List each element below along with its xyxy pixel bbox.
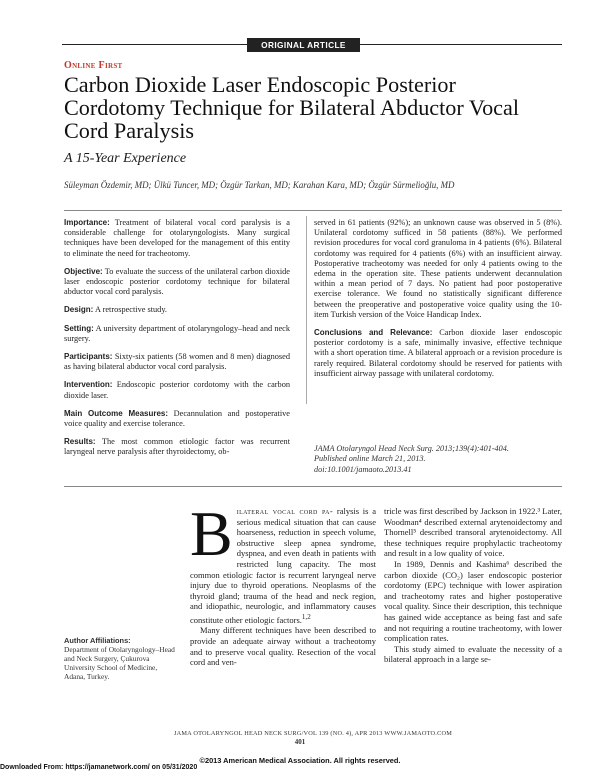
citation-published: Published online March 21, 2013. [314,454,426,464]
article-type-badge: ORIGINAL ARTICLE [247,38,360,52]
abstract-intervention: Intervention: Endoscopic posterior cordotomy with the carbon dioxide laser. [64,380,290,400]
citation-journal: JAMA Otolaryngol Head Neck Surg. 2013;139(4):401-404. [314,444,509,453]
body-paragraph: This study aimed to evaluate the necessity of a bilateral approach in a large se- [384,643,562,665]
abstract-setting: Setting: A university department of otolaryngology–head and neck surgery. [64,323,291,343]
online-first-label: Online First [64,60,123,71]
body-paragraph: Many different techniques have been described to provide an adequate airway without a tracheotomy and to preserve vocal quality. Resection of the vocal cord and ven- [190,625,376,668]
abstract-importance: Importance: Treatment of bilateral vocal cord paralysis is a considerable challenge for otolaryngologists. Many surgical techniques have been developed for the management of this entity to eliminate the need for tracheotomy. [64,218,290,258]
abstract-design: Design: A retrospective study. [64,305,168,315]
copyright-notice: ©2013 American Medical Association. All rights reserved. [199,756,401,765]
citation-superscript: 1,2 [301,612,311,621]
abstract-conclusions: Conclusions and Relevance: Carbon dioxide laser endoscopic posterior cordotomy is a safe, minimally invasive, effective technique with a short operation time. A bilateral approach or a revision procedure is rarely required. Bilateral cordotomy should be reserved for patients with insufficient airway passage with unilateral cordotomy. [314,328,563,378]
download-stamp: Downloaded From: https://jamanetwork.com/ on 05/31/2020 [0,764,198,771]
abstract-results-continued: served in 61 patients (92%); an unknown cause was observed in 5 (8%). Unilateral cordotomy sufficed in 58 patients (88%). We performed revision procedures for vocal cord granuloma in 4 patients (6%). Bilateral cordotomy was required for 4 patients (6%) with an insufficient airway. Postoperative tracheotomy was needed for only 4 patients owing to the edema in the operation site. These patients underwent decannulation within a mean period of 7 days. No patient had poor postoperative exercise tolerance. We found no statistically significant difference between the preoperative and postoperative voice quality using the 10-item Turkish version of the Voice Handicap Index. [314,218,562,319]
page-number: 401 [294,738,306,746]
abstract-top-rule [64,210,562,211]
citation-doi[interactable]: doi:10.1001/jamaoto.2013.41 [314,464,412,474]
body-column-2 [384,506,562,665]
abstract-participants: Participants: Sixty-six patients (58 women and 8 men) diagnosed as having bilateral abductor vocal cord paralysis. [64,352,290,372]
author-affiliations [64,636,176,681]
citation-block [314,444,562,475]
abstract-objective: Objective: To evaluate the success of the unilateral carbon dioxide laser endoscopic posterior cordotomy technique for bilateral abductor vocal cord paralysis. [64,266,290,297]
body-paragraph: tricle was first described by Jackson in 1922.³ Later, Woodman⁴ described external arytenoidectomy and Thornell⁵ described transoral arytenoidectomy. All these techniques require prophylactic tracheotomy and result in a low quality of voice. [384,506,562,559]
article-subtitle: A 15-Year Experience [64,151,187,166]
affiliations-heading: Author Affiliations: [64,636,131,645]
abstract-results: Results: The most common etiologic factor was recurrent laryngeal nerve paralysis after thyroidectomy, ob- [64,437,290,457]
abstract-measures: Main Outcome Measures: Decannulation and postoperative voice quality and exercise tolerance. [64,408,290,429]
abstract-right-column [314,218,562,387]
body-paragraph: In 1989, Dennis and Kashima⁶ described the carbon dioxide (CO₂) laser endoscopic posterior cordotomy (EPC) technique with lower aspiration and tracheotomy rates and higher postoperative vocal quality. Since their description, this technique has gained wide acceptance as being fast and safe and not requiring a routine tracheotomy, with lower complication rates. [384,558,562,644]
body-intro-paragraph: ilateral vocal cord pa- ralysis is a serious medical situation that can cause hoarseness, reduction in speech volume, obstructive sleep apnea syndrome, dyspnea, and even death in patients with restricted lung capacity. The most common etiologic factor is recurrent laryngeal nerve injury due to thyroid operations. Neoplasms of the thyroid gland; trauma of the head and neck region, and idiopathic, neurologic, and inflammatory causes constitute other etiologic factors.$^{1,2}$ [190,506,376,625]
article-title: Carbon Dioxide Laser Endoscopic Posterior Cordotomy Technique for Bilateral Abductor Vocal Cord Paralysis [64,72,520,143]
body-column-1 [190,498,376,668]
abstract-bottom-rule [64,486,562,487]
abstract-left-column [64,218,290,466]
abstract-column-divider [306,216,307,404]
running-footer: JAMA OTOLARYNGOL HEAD NECK SURG/VOL 139 (NO. 4), APR 2013 WWW.JAMAOTO.COM [173,730,453,737]
author-list: Süleyman Özdemir, MD; Ülkü Tuncer, MD; Özgür Tarkan, MD; Karahan Kara, MD; Özgür Sürmelioğlu, MD [64,180,455,190]
drop-cap: B [190,498,233,569]
affiliations-text: Department of Otolaryngology–Head and Neck Surgery, Çukurova University School of Medicine, Adana, Turkey. [64,645,175,682]
